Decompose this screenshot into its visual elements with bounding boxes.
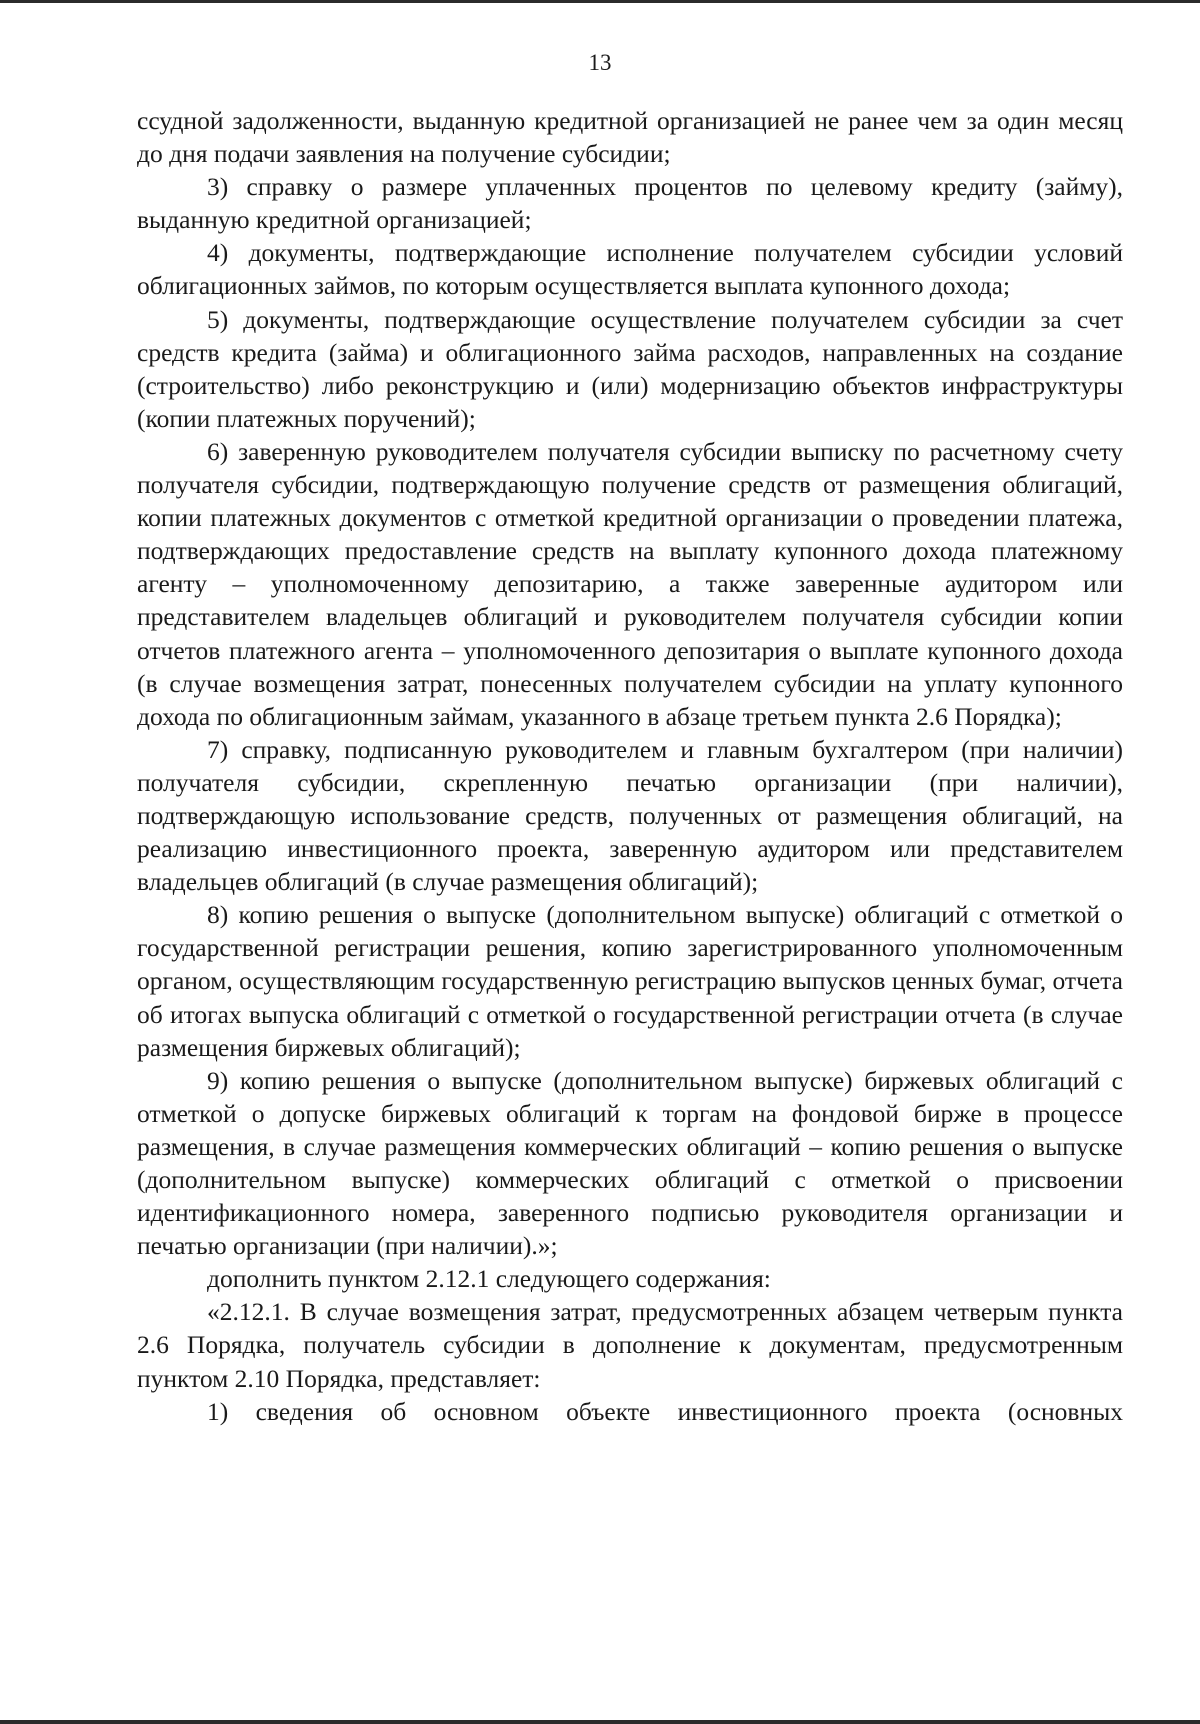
paragraph-item-7: 7) справку, подписанную руководителем и главным бухгалтером (при наличии) получателя субсидии, скрепленную печатью организации (при наличии), подтверждающую использование средств, полученных от размещения облигаций, на реализацию инвестиционного проекта, заверенную аудитором или представителем владельцев облигаций (в случае размещения облигаций); xyxy=(137,734,1123,897)
paragraph-item-8: 8) копию решения о выпуске (дополнительном выпуске) облигаций с отметкой о государственной регистрации решения, копию зарегистрированного уполномоченным органом, осуществляющим государственную регистрацию выпусков ценных бумаг, отчета об итогах выпуска облигаций с отметкой о государственной регистрации отчета (в случае размещения биржевых облигаций); xyxy=(137,900,1123,1062)
scan-bottom-edge xyxy=(0,1720,1200,1724)
paragraph-loan-debt-continuation: ссудной задолженности, выданную кредитной организацией не ранее чем за один месяц до дня подачи заявления на получение субсидии; xyxy=(137,106,1123,169)
document-body xyxy=(137,104,1123,1428)
paragraph-item-3: 3) справку о размере уплаченных процентов по целевому кредиту (займу), выданную кредитной организацией; xyxy=(137,172,1123,235)
paragraph-clause-2-12-1: «2.12.1. В случае возмещения затрат, предусмотренных абзацем четверым пункта 2.6 Порядка, получатель субсидии в дополнение к документам, предусмотренным пунктом 2.10 Порядка, представляет: xyxy=(137,1297,1123,1393)
paragraph-item-4: 4) документы, подтверждающие исполнение получателем субсидии условий облигационных займов, по которым осуществляется выплата купонного дохода; xyxy=(137,238,1123,301)
paragraph-amendment-intro: дополнить пунктом 2.12.1 следующего содержания: xyxy=(207,1264,771,1294)
scan-top-edge xyxy=(0,0,1200,3)
paragraph-item-9: 9) копию решения о выпуске (дополнительном выпуске) биржевых облигаций с отметкой о допуске биржевых облигаций к торгам на фондовой бирже в процессе размещения, в случае размещения коммерческих облигаций – копию решения о выпуске (дополнительном выпуске) коммерческих облигаций с отметкой о присвоении идентификационного номера, заверенного подписью руководителя организации и печатью организации (при наличии).»; xyxy=(137,1065,1123,1261)
page-number: 13 xyxy=(588,50,612,75)
paragraph-item-5: 5) документы, подтверждающие осуществление получателем субсидии за счет средств кредита (займа) и облигационного займа расходов, направленных на создание (строительство) либо реконструкцию и (или) модернизацию объектов инфраструктуры (копии платежных поручений); xyxy=(137,304,1123,433)
paragraph-item-6: 6) заверенную руководителем получателя субсидии выписку по расчетному счету получателя субсидии, подтверждающую получение средств от размещения облигаций, копии платежных документов с отметкой кредитной организации о проведении платежа, подтверждающих предоставление средств на выплату купонного дохода платежному агенту – уполномоченному депозитарию, а также заверенные аудитором или представителем владельцев облигаций и руководителем получателя субсидии копии отчетов платежного агента – уполномоченного депозитария о выплате купонного дохода (в случае возмещения затрат, понесенных получателем субсидии на уплату купонного дохода по облигационным займам, указанного в абзаце третьем пункта 2.6 Порядка); xyxy=(137,436,1123,731)
paragraph-clause-2-12-1-item-1: 1) сведения об основном объекте инвестиционного проекта (основных xyxy=(207,1396,1123,1426)
